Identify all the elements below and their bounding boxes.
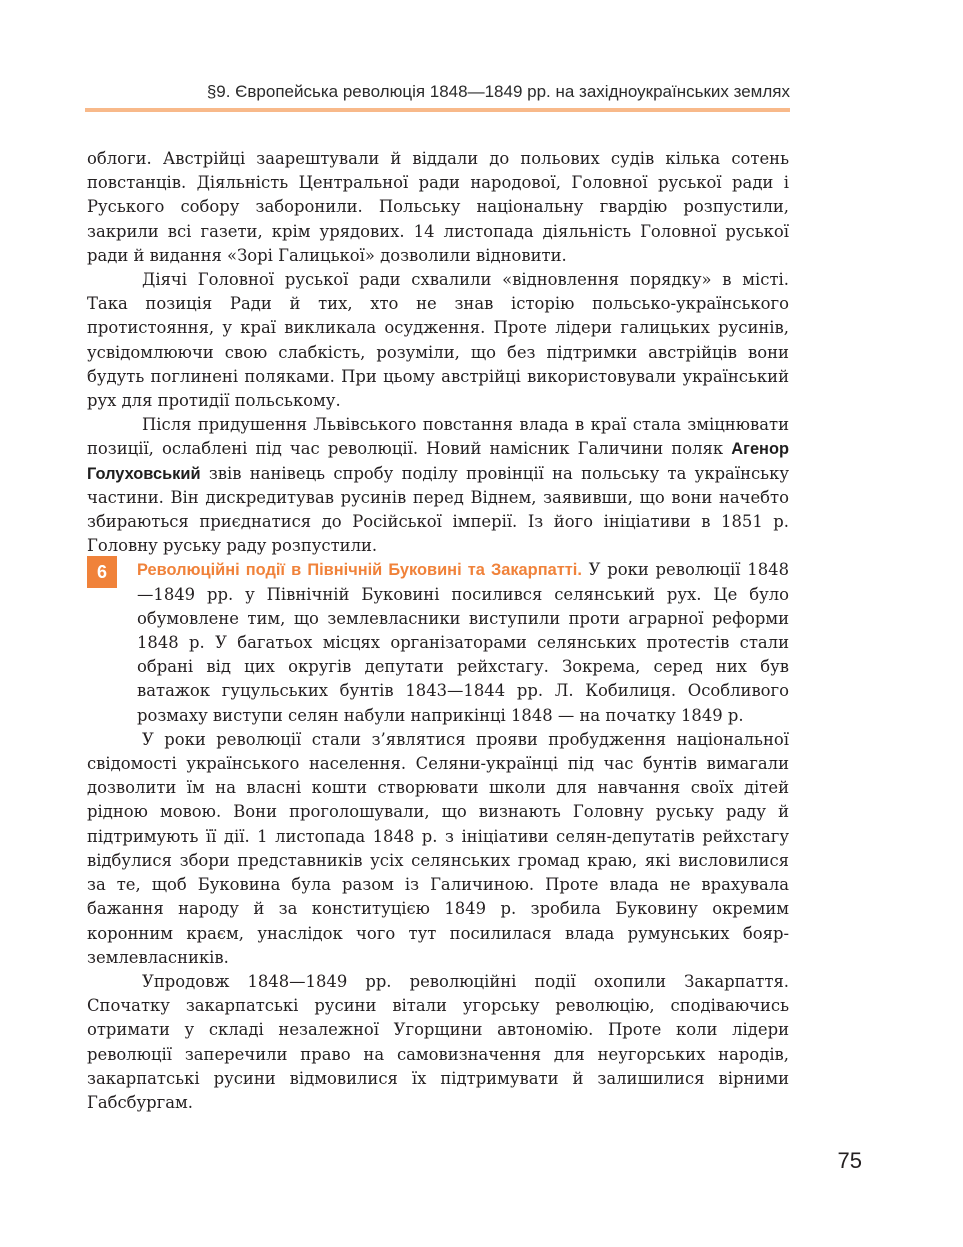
paragraph-3-before: Після придушення Львівського повстання влада в краї стала зміцнювати позиції, ослаблені під час революції. Новий намісник Галичини поляк <box>87 415 789 459</box>
section-heading: Революційні події в Північній Буковині та Закарпатті. <box>137 561 582 580</box>
paragraph-3-after: звів нанівець спробу поділу провінції на польську та українську частини. Він дискредитував русинів перед Віднем, заявивши, що вони начебто збираються приєднатися до Російської імперії. Із його ініціативи в 1851 р. Головну руську раду розпустили. <box>87 463 789 556</box>
paragraph-3 <box>87 413 789 558</box>
running-header: §9. Європейська революція 1848—1849 рр. на західноукраїнських землях <box>206 82 790 101</box>
header-rule <box>85 108 790 112</box>
page-number: 75 <box>837 1148 862 1173</box>
paragraph-1: облоги. Австрійці заарештували й віддали до польових судів кілька сотень повстанців. Діяльність Центральної ради народової, Головної руської ради і Руського собору заборонили. Польську національну гвардію розпустили, закрили всі газети, крім урядових. 14 листопада діяльність Головної руської ради й видання «Зорі Галицької» дозволили відновити. <box>87 149 789 265</box>
main-text <box>87 147 789 1115</box>
section-paragraph <box>87 558 789 727</box>
paragraph-4: У роки революції 1848—1849 рр. у Північній Буковині посилився селянський рух. Це було обумовлене тим, що землевласники виступили проти аграрної реформи 1848 р. У багатьох місцях організаторами селянських протестів стали обрані від цих округів депутати рейхстагу. Зокрема, серед них був ватажок гуцульських бунтів 1843—1844 рр. Л. Кобилиця. Особливого розмаху виступи селян набули наприкінці 1848 — на початку 1849 р. <box>137 560 789 725</box>
paragraph-5: У роки революції стали з’являтися прояви пробудження національної свідомості українського населення. Селяни-українці під час бунтів вимагали дозволити їм на власні кошти створювати школи для навчання своїх дітей рідною мовою. Вони проголошували, що визнають Головну руську раду й підтримують її дії. 1 листопада 1848 р. з ініціативи селян-депутатів рейхстагу відбулися збори представників усіх селянських громад краю, які висловилися за те, щоб Буковина була разом із Галичиною. Проте влада не врахувала бажання народу й за конституцією 1849 р. зробила Буковину окремим коронним краєм, унаслідок чого тут посилилася влада румунських бояр-землевласників. <box>87 729 789 967</box>
person-name: Агенор Голуховський <box>87 440 789 483</box>
paragraph-2: Діячі Головної руської ради схвалили «відновлення порядку» в місті. Така позиція Ради й тих, хто не знав історію польсько-українського протистояння, у краї викликала осудження. Проте лідери галицьких русинів, усвідомлюючи свою слабкість, розуміли, що без підтримки австрійців вони будуть поглинені поляками. При цьому австрійці використовували український рух для протидії польському. <box>87 270 789 411</box>
section-number-badge: 6 <box>87 556 117 588</box>
paragraph-6: Упродовж 1848—1849 рр. революційні події охопили Закарпаття. Спочатку закарпатські русини вітали угорську революцію, сподіваючись отримати у складі незалежної Угорщини автономію. Проте коли лідери революції заперечили право на самовизначення для неугорських народів, закарпатські русини відмовилися їх підтримувати й залишилися вірними Габсбургам. <box>87 971 789 1112</box>
